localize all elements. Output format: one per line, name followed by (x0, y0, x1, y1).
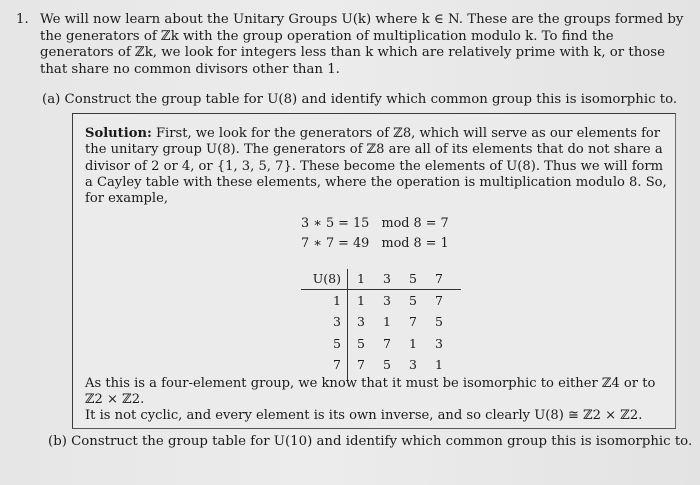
example-calculations (301, 214, 449, 254)
table-header-cell: 1 (357, 271, 365, 286)
table-header-cell: 3 (383, 271, 391, 286)
question-number: 1. (16, 12, 29, 27)
table-header-cell: 5 (409, 271, 417, 286)
table-header-cell: 7 (435, 271, 443, 286)
table-cell: 3 (357, 314, 365, 329)
part-a-prompt: (a) Construct the group table for U(8) and identify which common group this is isomorphic to. (42, 92, 678, 107)
table-cell: 5 (383, 357, 391, 372)
table-cell: 7 (409, 314, 417, 329)
example-2: 7 ∗ 7 = 49 mod 8 = 1 (301, 236, 449, 251)
table-cell: 5 (357, 335, 365, 351)
solution-box (72, 113, 676, 429)
solution-paragraph (85, 126, 667, 207)
table-cell: 3 (383, 292, 391, 308)
table-vertical-rule (347, 269, 348, 381)
table-row-label: 1 (333, 292, 341, 308)
table-cell: 3 (435, 335, 443, 351)
conclusion-line-1: As this is a four-element group, we know that it must be isomorphic to either ℤ4 or to ℤ2 × ℤ2. (85, 376, 656, 407)
question-intro-text: We will now learn about the Unitary Groups U(k) where k ∈ N. These are the groups formed by the generators of ℤk with the group operation of multiplication modulo k. To find the generators of ℤk, we look for integers less than k which are relatively prime with k, or those that share no common divisors other than 1. (40, 12, 684, 77)
table-row-label: 3 (333, 314, 341, 329)
example-1: 3 ∗ 5 = 15 mod 8 = 7 (301, 216, 449, 231)
solution-heading: Solution: (85, 126, 152, 141)
table-cell: 1 (409, 335, 417, 351)
table-cell: 3 (409, 357, 417, 372)
question-1 (16, 12, 688, 78)
solution-body: First, we look for the generators of ℤ8, which will serve as our elements for the unitary group U(8). The generators of ℤ8 are all of its elements that do not share a divisor of 2 or 4, or {1, 3, 5, 7}. These become the elements of U(8). Thus we will form a Cayley table with these elements, where the operation is multiplication modulo 8. So, for example, (85, 126, 667, 207)
table-cell: 7 (383, 335, 391, 351)
table-row-label: 5 (333, 335, 341, 351)
table-corner-label: U(8) (312, 271, 341, 286)
table-row-label: 7 (333, 357, 341, 372)
part-b-prompt: (b) Construct the group table for U(10) and identify which common group this is isomorphic to. (48, 434, 693, 449)
table-cell: 7 (357, 357, 365, 372)
table-cell: 5 (409, 292, 417, 308)
table-cell: 1 (357, 292, 365, 308)
table-cell: 5 (435, 314, 443, 329)
solution-conclusion (85, 376, 670, 424)
conclusion-line-2: It is not cyclic, and every element is its own inverse, and so clearly U(8) ≅ ℤ2 × ℤ2. (85, 408, 643, 423)
table-horizontal-rule (301, 289, 461, 290)
table-cell: 1 (383, 314, 391, 329)
table-cell: 1 (435, 357, 443, 372)
table-cell: 7 (435, 292, 443, 308)
